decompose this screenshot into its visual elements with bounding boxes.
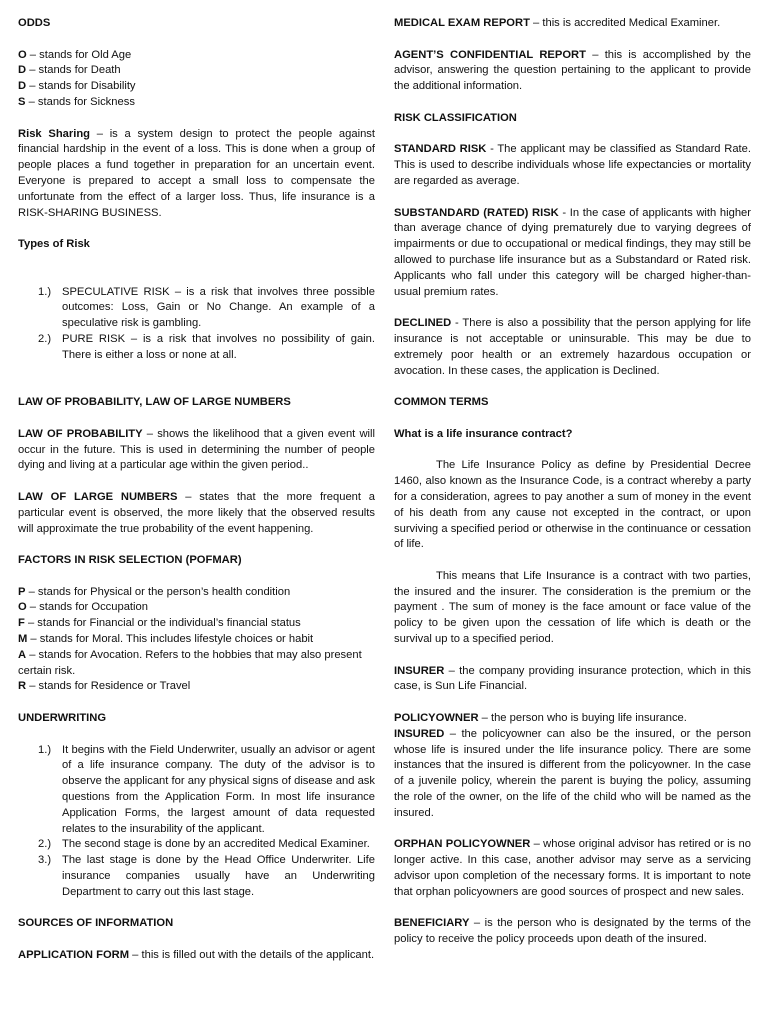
factor-item: M – stands for Moral. This includes lifestyle choices or habit xyxy=(18,633,314,646)
list-item: 1.) It begins with the Field Underwriter, usually an advisor or agent of a life insurance company. The duty of the advisor is to observe the applicant for any physical signs of disease and ask questions from the Application Form. In most life insurance Application Forms, the largest amount of data requested relates to the insurability of the applicant. xyxy=(38,743,375,835)
law-of-probability-paragraph: LAW OF PROBABILITY – shows the likelihood that a given event will occur in the future. This is used in determining the number of people dying and living at a particular age within the given period.. xyxy=(18,427,375,472)
orphan-policyowner-paragraph: ORPHAN POLICYOWNER – whose original advisor has retired or is no longer active. In this case, another advisor may serve as a servicing advisor upon completion of the necessary forms. It is important to note that orphan policyowners are good sources of prospect and new sales. xyxy=(394,838,752,898)
contract-question: What is a life insurance contract? xyxy=(394,427,573,440)
declined-paragraph: DECLINED - There is also a possibility that the person applying for life insurance is not acceptable or uninsurable. This may be due to extremely poor health or an extremely hazardous occupation or avocation. In these cases, the application is Declined. xyxy=(394,317,751,377)
application-form-paragraph: APPLICATION FORM – this is filled out with the details of the applicant. xyxy=(18,949,375,962)
types-of-risk-list xyxy=(18,285,375,364)
odds-item: O – stands for Old Age xyxy=(18,48,132,61)
list-item: 2.) PURE RISK – is a risk that involves no possibility of gain. There is either a loss or none at all. xyxy=(38,332,375,361)
odds-list xyxy=(18,48,375,111)
contract-paragraph-1: The Life Insurance Policy as define by Presidential Decree 1460, also known as the Insurance Code, is a contract whereby a party for a consideration, agrees to pay another a sum of money in the event of his death from any cause not excepted in the contract, or upon surviving a specified period or otherwise in the continuance or cessation of life. xyxy=(394,459,751,551)
law-of-large-numbers-paragraph: LAW OF LARGE NUMBERS – states that the more frequent a particular event is observed, the more likely that the observed results will approximate the true probability of the event happening. xyxy=(18,490,375,535)
beneficiary-paragraph: BENEFICIARY – is the person who is designated by the terms of the policy to receive the policy proceeds upon death of the insured. xyxy=(394,917,751,946)
risk-sharing-paragraph: Risk Sharing – is a system design to protect the people against financial hardship in the event of a loss. This is done when a group of people places a fund together in preparation for an uncertain event. Everyone is prepared to accept a small loss to compensate the unfortunate from the effect of a larger loss. Thus, life insurance is a RISK-SHARING BUSINESS. xyxy=(18,127,375,219)
underwriting-list xyxy=(18,743,375,901)
factor-item: A – stands for Avocation. Refers to the hobbies that may also present certain risk. xyxy=(18,648,362,677)
odds-heading: ODDS xyxy=(18,17,51,29)
insured-paragraph: INSURED – the policyowner can also be the insured, or the person whose life is insured under the life insurance policy. There are some instances that the insured is different from the policyowner. In the case of a juvenile policy, wherein the parent is buying the policy, assuming the role of the owner, on the life of the child who will be named as the insured. xyxy=(394,727,751,819)
common-terms-heading: COMMON TERMS xyxy=(394,396,489,409)
insurer-paragraph: INSURER – the company providing insurance protection, which in this case, is Sun Life Financial. xyxy=(394,664,751,693)
risk-classification-heading: RISK CLASSIFICATION xyxy=(394,111,517,124)
types-of-risk-heading: Types of Risk xyxy=(18,238,90,251)
factor-item: F – stands for Financial or the individual’s financial status xyxy=(18,617,301,630)
contract-paragraph-2: This means that Life Insurance is a contract with two parties, the insured and the insurer. The consideration is the premium or the payment . The sum of money is the face amount or face value of the policy to be given upon the cessation of life which is death or the survival up to a specified period. xyxy=(394,569,751,646)
factor-item: P – stands for Physical or the person’s health condition xyxy=(18,585,291,598)
standard-risk-paragraph: STANDARD RISK - The applicant may be classified as Standard Rate. This is used to describe individuals whose life expectancies or mortality are regarded as average. xyxy=(394,143,751,187)
left-column xyxy=(18,16,375,964)
sources-heading: SOURCES OF INFORMATION xyxy=(18,917,174,930)
factors-list xyxy=(18,585,375,696)
list-item: 2.) The second stage is done by an accredited Medical Examiner. xyxy=(38,838,370,851)
odds-item: S – stands for Sickness xyxy=(18,95,135,108)
list-item: 1.) SPECULATIVE RISK – is a risk that involves three possible outcomes: Loss, Gain or No Change. An example of a speculative risk is gambling. xyxy=(38,285,375,330)
factors-heading: FACTORS IN RISK SELECTION (POFMAR) xyxy=(18,554,242,567)
right-column xyxy=(394,16,751,948)
odds-item: D – stands for Disability xyxy=(18,80,136,93)
list-item: 3.) The last stage is done by the Head Office Underwriter. Life insurance companies usually have an Underwriting Department to carry out this last stage. xyxy=(38,854,375,898)
underwriting-heading: UNDERWRITING xyxy=(18,712,107,725)
policyowner-paragraph: POLICYOWNER – the person who is buying life insurance. xyxy=(394,712,687,725)
medical-exam-paragraph: MEDICAL EXAM REPORT – this is accredited Medical Examiner. xyxy=(394,17,721,29)
odds-item: D – stands for Death xyxy=(18,64,121,77)
substandard-risk-paragraph: SUBSTANDARD (RATED) RISK - In the case of applicants with higher than average chance of dying prematurely due to varying degrees of impairments or due to occupational or medical findings, they may still be allowed to purchase life insurance but as a Substandard or Rated risk. Applicants who fall under this category will be charged higher-than-usual premium rates. xyxy=(394,206,751,298)
agents-report-paragraph: AGENT’S CONFIDENTIAL REPORT – this is accomplished by the advisor, answering the question pertaining to the applicant to provide the additional information. xyxy=(394,48,751,93)
factor-item: R – stands for Residence or Travel xyxy=(18,680,191,693)
factor-item: O – stands for Occupation xyxy=(18,601,148,614)
law-heading: LAW OF PROBABILITY, LAW OF LARGE NUMBERS xyxy=(18,396,291,409)
